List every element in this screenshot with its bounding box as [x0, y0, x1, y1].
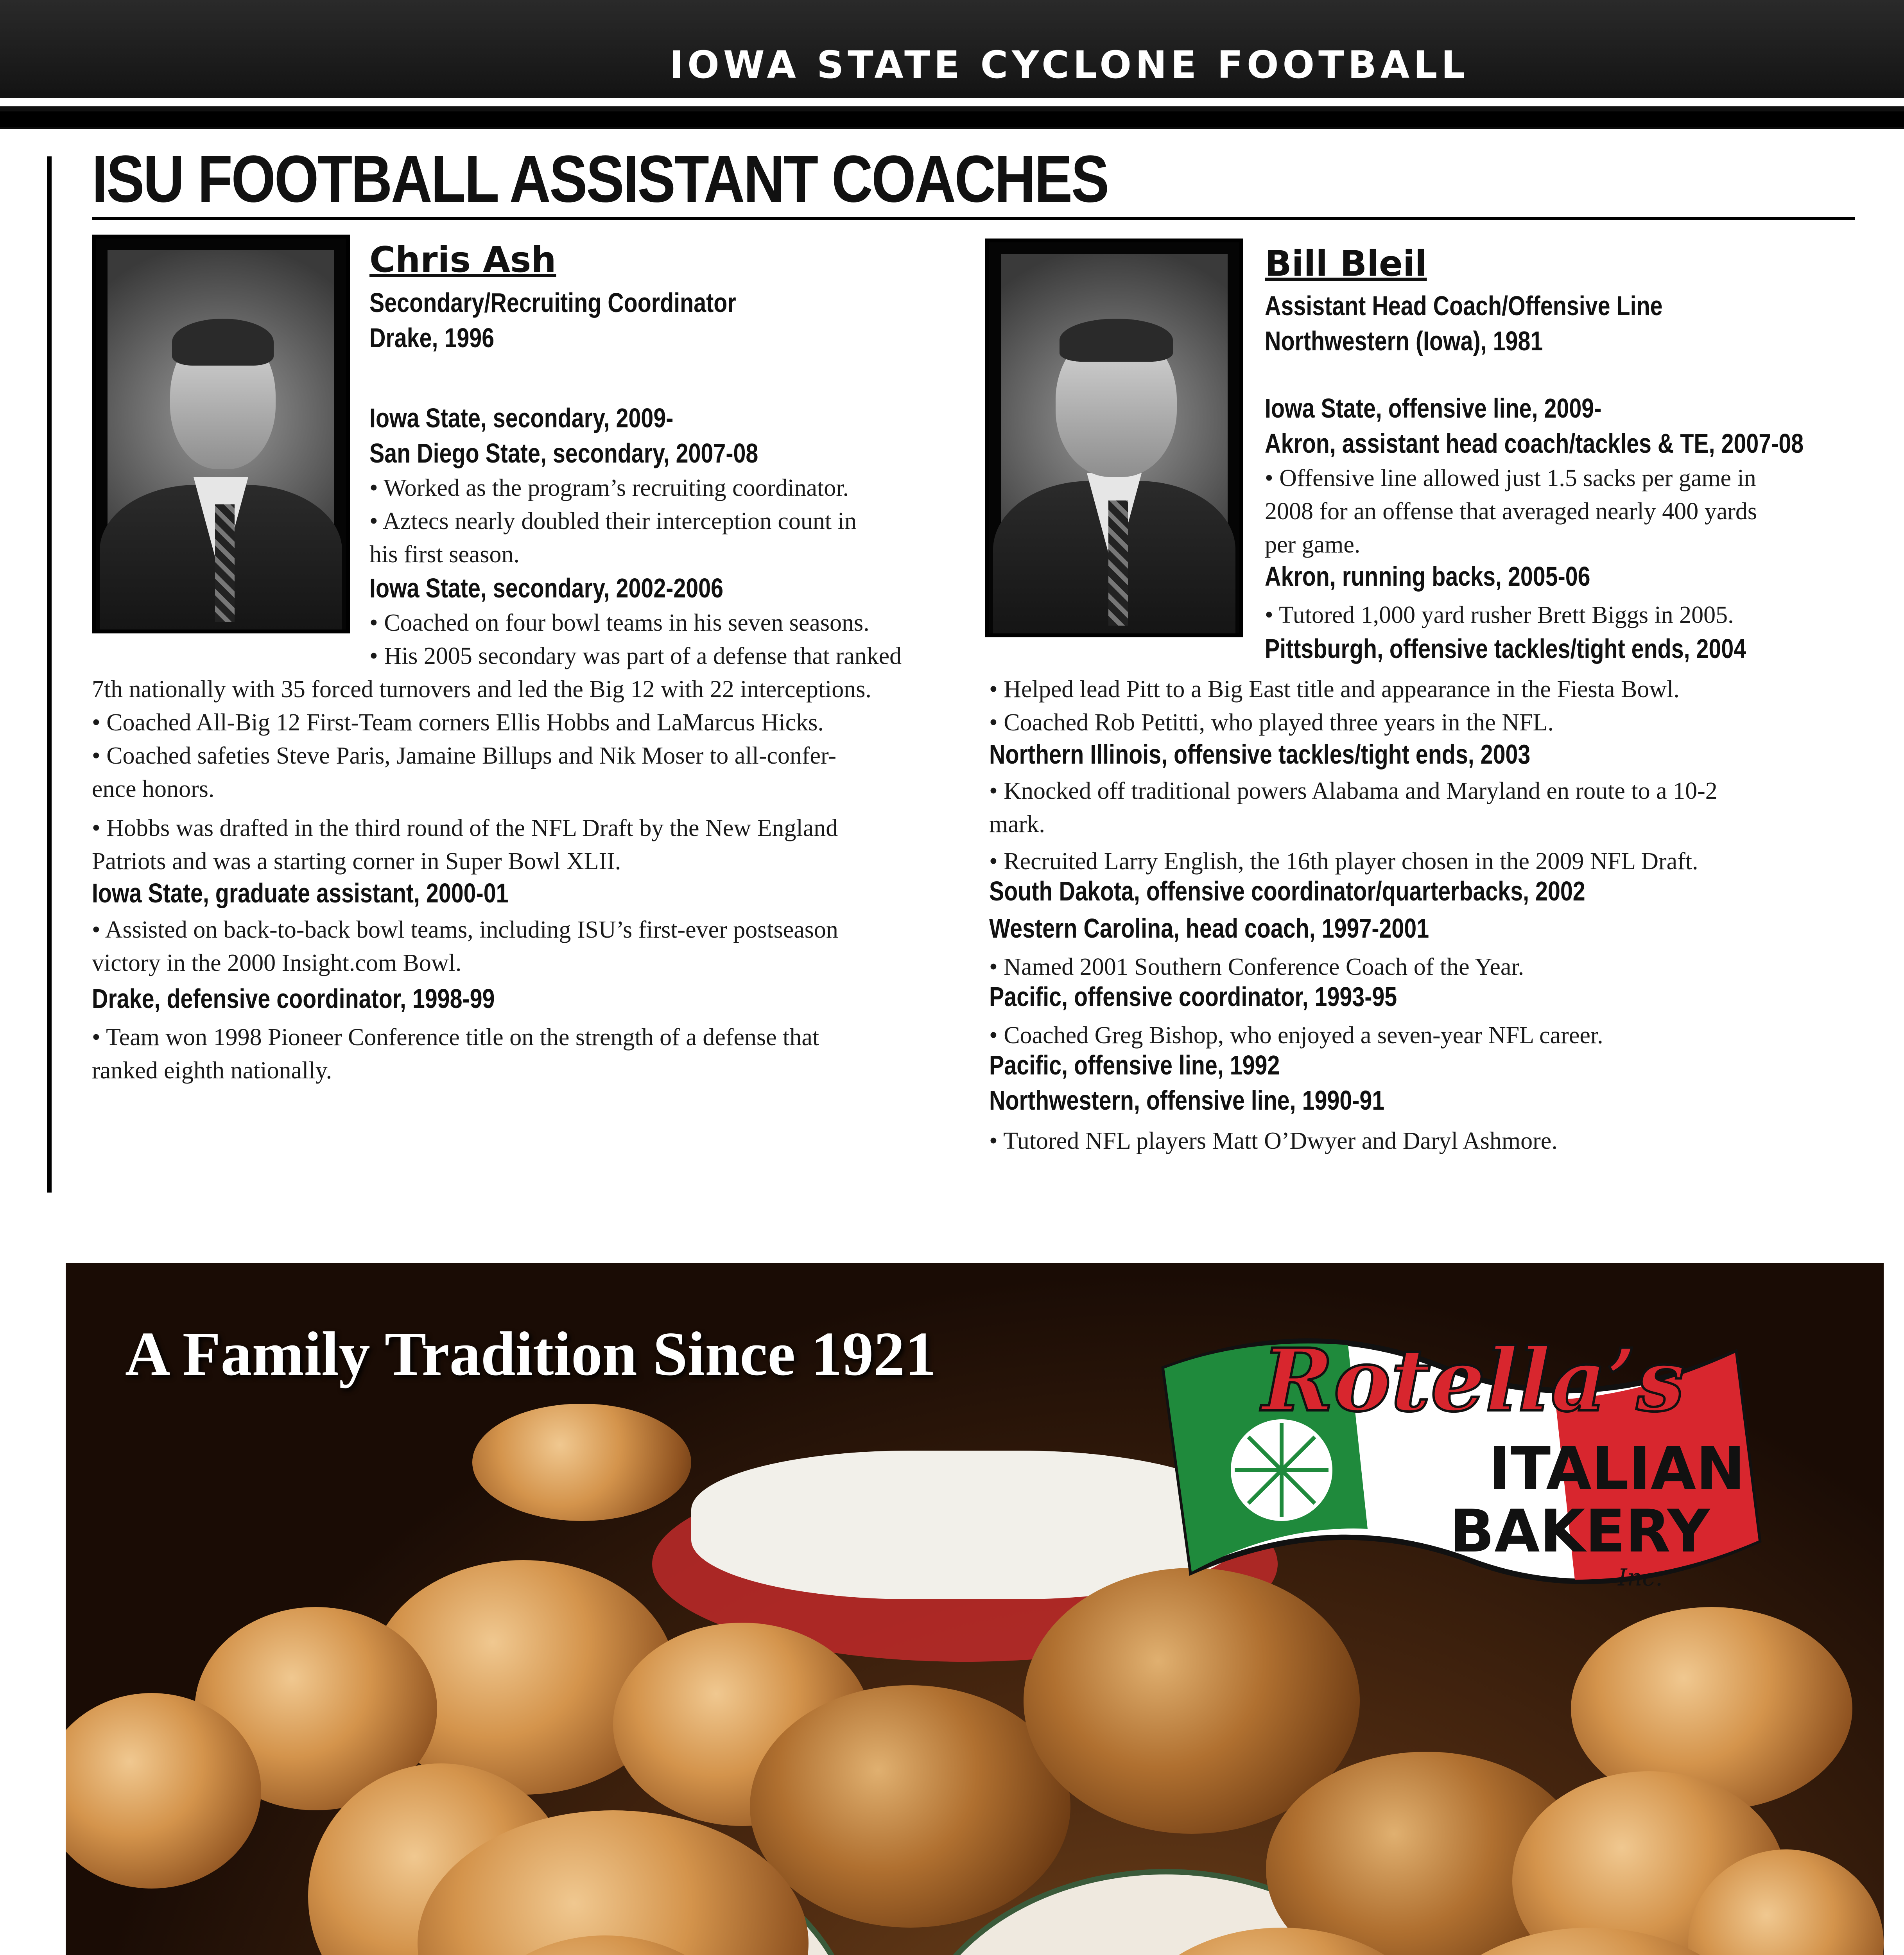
career-note: • Worked as the program’s recruiting coordinator. [369, 475, 849, 501]
career-note: 2008 for an offense that averaged nearly 400 yards [1265, 498, 1757, 525]
logo-script: Rotella’s [1262, 1329, 1685, 1431]
career-note: • Team won 1998 Pioneer Conference title on the strength of a defense that [92, 1024, 819, 1051]
section-title: ISU FOOTBALL ASSISTANT COACHES [92, 142, 1108, 216]
career-note: • Recruited Larry English, the 16th player chosen in the 2009 NFL Draft. [989, 848, 1698, 875]
career-heading: Iowa State, secondary, 2002-2006 [369, 573, 724, 603]
career-heading: Iowa State, secondary, 2009- [369, 403, 674, 433]
career-note: • Named 2001 Southern Conference Coach of the Year. [989, 954, 1524, 980]
career-heading: Iowa State, offensive line, 2009- [1265, 393, 1602, 423]
coach-alma-mater: Drake, 1996 [369, 323, 495, 353]
career-heading: Northern Illinois, offensive tackles/tight ends, 2003 [989, 739, 1531, 769]
career-heading: Iowa State, graduate assistant, 2000-01 [92, 878, 509, 908]
title-rule [92, 217, 1855, 220]
career-heading: South Dakota, offensive coordinator/quarterbacks, 2002 [989, 876, 1585, 906]
coach-name-chris-ash: Chris Ash [369, 239, 556, 280]
career-note: ranked eighth nationally. [92, 1057, 332, 1084]
logo-line-italian: ITALIAN [1489, 1435, 1745, 1503]
banner-stripe-dark [0, 111, 1904, 127]
career-note: • Coached All-Big 12 First-Team corners Ellis Hobbs and LaMarcus Hicks. [92, 709, 824, 736]
coach-title: Assistant Head Coach/Offensive Line [1265, 291, 1663, 321]
career-note: • Assisted on back-to-back bowl teams, including ISU’s first-ever postseason [92, 917, 838, 943]
career-note: • Tutored NFL players Matt O’Dwyer and Daryl Ashmore. [989, 1128, 1558, 1154]
career-heading: Drake, defensive coordinator, 1998-99 [92, 983, 495, 1014]
career-note: • Knocked off traditional powers Alabama and Maryland en route to a 10-2 [989, 778, 1718, 804]
career-note: • Coached on four bowl teams in his seven seasons. [369, 610, 870, 636]
career-note: • Coached Rob Petitti, who played three years in the NFL. [989, 709, 1554, 736]
left-margin-rule [47, 156, 52, 1193]
career-note: victory in the 2000 Insight.com Bowl. [92, 950, 462, 976]
career-note: ence honors. [92, 776, 215, 802]
coach-photo-chris-ash [92, 235, 350, 633]
career-note: • Offensive line allowed just 1.5 sacks per game in [1265, 465, 1756, 491]
career-heading: Pacific, offensive coordinator, 1993-95 [989, 981, 1397, 1012]
career-note: • Coached safeties Steve Paris, Jamaine Billups and Nik Moser to all-confer- [92, 743, 837, 769]
logo-line-bakery: BAKERY [1450, 1498, 1710, 1566]
coach-alma-mater: Northwestern (Iowa), 1981 [1265, 326, 1543, 356]
logo-inc: Inc. [1618, 1564, 1663, 1591]
career-heading: San Diego State, secondary, 2007-08 [369, 438, 758, 468]
coach-name-bill-bleil: Bill Bleil [1265, 243, 1427, 284]
career-heading: Western Carolina, head coach, 1997-2001 [989, 913, 1429, 943]
career-note: 7th nationally with 35 forced turnovers and led the Big 12 with 22 interceptions. [92, 676, 871, 703]
career-note: • Helped lead Pitt to a Big East title and appearance in the Fiesta Bowl. [989, 676, 1680, 703]
career-note: • Tutored 1,000 yard rusher Brett Biggs in 2005. [1265, 602, 1734, 628]
career-note: • Hobbs was drafted in the third round of the NFL Draft by the New England [92, 815, 838, 841]
career-heading: Akron, running backs, 2005-06 [1265, 561, 1590, 592]
career-note: Patriots and was a starting corner in Super Bowl XLII. [92, 848, 621, 875]
career-heading: Northwestern, offensive line, 1990-91 [989, 1085, 1385, 1116]
career-note: • Coached Greg Bishop, who enjoyed a seven-year NFL career. [989, 1022, 1603, 1049]
career-note: his first season. [369, 541, 520, 568]
career-heading: Akron, assistant head coach/tackles & TE, 2007-08 [1265, 428, 1804, 459]
banner-stripe [0, 98, 1904, 106]
career-note: per game. [1265, 531, 1361, 558]
career-note: • His 2005 secondary was part of a defense that ranked [369, 643, 902, 669]
career-heading: Pittsburgh, offensive tackles/tight ends, 2004 [1265, 633, 1746, 664]
coach-photo-bill-bleil [985, 239, 1243, 637]
career-note: mark. [989, 811, 1045, 838]
career-heading: Pacific, offensive line, 1992 [989, 1050, 1280, 1080]
coach-title: Secondary/Recruiting Coordinator [369, 287, 736, 318]
career-note: • Aztecs nearly doubled their interception count in [369, 508, 857, 534]
ad-headline: A Family Tradition Since 1921 [125, 1319, 936, 1388]
banner-title: IOWA STATE CYCLONE FOOTBALL [669, 43, 1469, 87]
